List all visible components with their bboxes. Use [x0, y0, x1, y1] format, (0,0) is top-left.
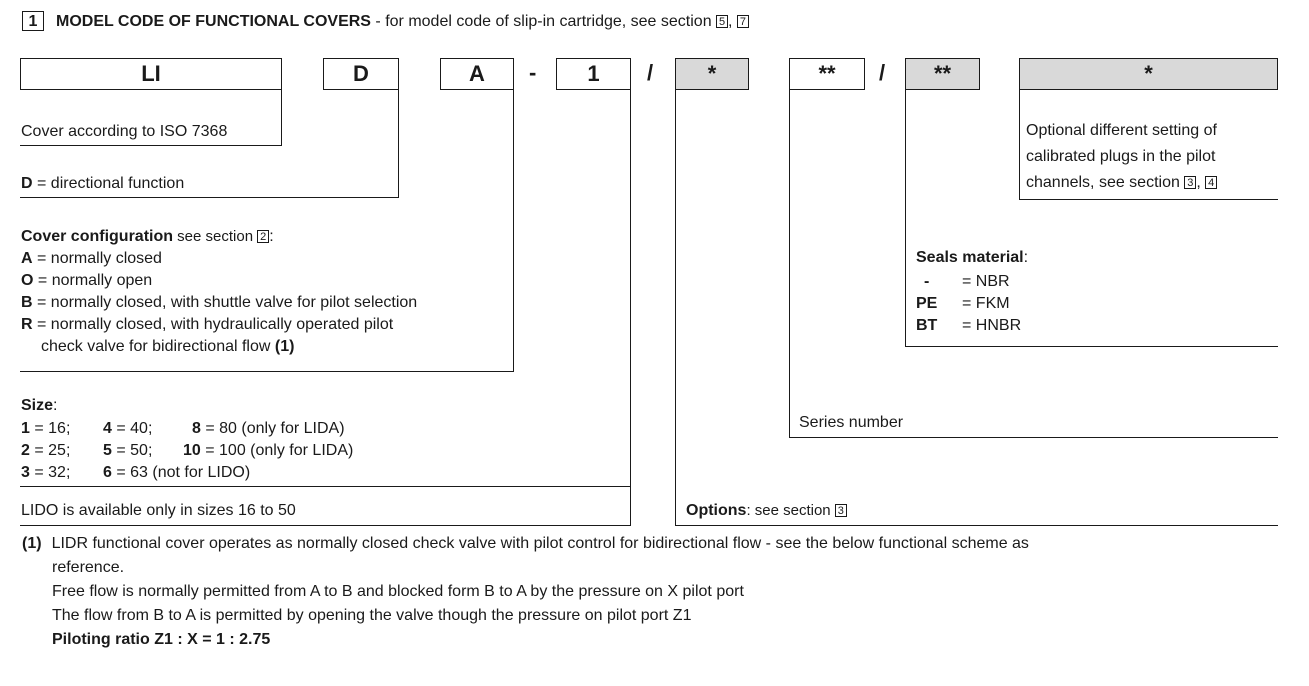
options-label: Options: see section 3: [686, 500, 847, 522]
connector-line: [1019, 199, 1278, 200]
code-box-li: LI: [20, 58, 282, 90]
section-ref-4: 4: [1205, 176, 1217, 189]
code-box-seals: **: [905, 58, 980, 90]
divider: [20, 486, 631, 487]
size-option: 4 = 40;: [103, 420, 153, 437]
connector-line: [630, 90, 631, 526]
seals-item: -: [924, 273, 930, 290]
configuration-item: B = normally closed, with shuttle valve for pilot selection: [21, 294, 418, 311]
plugs-text: calibrated plugs in the pilot: [1026, 148, 1216, 165]
series-label: Series number: [799, 414, 904, 431]
size-option: 6 = 63 (not for LIDO): [103, 464, 251, 481]
section-heading: 1 MODEL CODE OF FUNCTIONAL COVERS - for model code of slip-in cartridge, see section 5 , 7: [22, 11, 749, 33]
code-box-d: D: [323, 58, 399, 90]
connector-line: [398, 90, 399, 198]
configuration-item: R = normally closed, with hydraulically operated pilot: [21, 316, 394, 333]
section-title: MODEL CODE OF FUNCTIONAL COVERS: [56, 13, 371, 30]
connector-line: [281, 90, 282, 146]
directional-function: D = directional function: [21, 175, 185, 192]
configuration-item: A = normally closed: [21, 250, 162, 267]
plugs-text: channels, see section 3 , 4: [1026, 172, 1217, 194]
separator-dash: -: [529, 60, 537, 85]
piloting-ratio: Piloting ratio Z1 : X = 1 : 2.75: [52, 631, 271, 648]
size-option: 10 = 100 (only for LIDA): [183, 442, 354, 459]
connector-line: [675, 90, 676, 526]
separator-slash-2: /: [879, 60, 886, 85]
section-number-badge: 1: [22, 11, 44, 31]
connector-line: [1019, 90, 1020, 200]
size-option: 2 = 25;: [21, 442, 71, 459]
seals-item-text: = NBR: [962, 273, 1010, 290]
section-ref-3: 3: [1184, 176, 1196, 189]
connector-line: [675, 525, 1278, 526]
code-box-series: **: [789, 58, 865, 90]
code-box-plugs: *: [1019, 58, 1278, 90]
code-box-size: 1: [556, 58, 631, 90]
size-option: 3 = 32;: [21, 464, 71, 481]
section-ref-3: 3: [835, 504, 847, 517]
section-ref-7: 7: [737, 15, 749, 28]
size-option: 8 = 80 (only for LIDA): [192, 420, 345, 437]
seals-item: PE: [916, 295, 938, 312]
connector-line: [20, 525, 631, 526]
size-option: 1 = 16;: [21, 420, 71, 437]
footnote-marker: (1): [22, 535, 42, 552]
seals-item-text: = FKM: [962, 295, 1010, 312]
configuration-continuation: check valve for bidirectional flow (1): [41, 338, 295, 355]
connector-line: [20, 371, 514, 372]
size-availability: LIDO is available only in sizes 16 to 50: [21, 502, 296, 519]
section-ref-5: 5: [716, 15, 728, 28]
size-option: 5 = 50;: [103, 442, 153, 459]
connector-line: [20, 197, 399, 198]
size-title: Size:: [21, 397, 58, 414]
connector-line: [905, 90, 906, 347]
seals-item-text: = HNBR: [962, 317, 1022, 334]
seals-item: BT: [916, 317, 938, 334]
separator-slash-1: /: [647, 60, 654, 85]
cover-label: Cover according to ISO 7368: [21, 123, 228, 140]
section-ref-2: 2: [257, 230, 269, 243]
footnote: (1) LIDR functional cover operates as normally closed check valve with pilot control for bidirectional flow - see the below functional scheme as reference. Free flow is normally permitted from A to B and blocked form B to A by the pressure on X pilot port The flow from B to A is permitted by opening the valve though the pressure on pilot port Z1 Piloting ratio Z1 : X = 1 : 2.75: [22, 535, 1029, 648]
code-box-a: A: [440, 58, 514, 90]
connector-line: [20, 145, 282, 146]
connector-line: [789, 437, 1278, 438]
connector-line: [513, 90, 514, 372]
connector-line: [905, 346, 1278, 347]
code-box-options: *: [675, 58, 749, 90]
plugs-text: Optional different setting of: [1026, 122, 1217, 139]
configuration-title: Cover configuration see section 2 :: [21, 228, 274, 245]
section-subtitle: - for model code of slip-in cartridge, see section: [370, 13, 717, 30]
seals-title: Seals material:: [916, 249, 1029, 266]
connector-line: [789, 90, 790, 438]
configuration-item: O = normally open: [21, 272, 153, 289]
